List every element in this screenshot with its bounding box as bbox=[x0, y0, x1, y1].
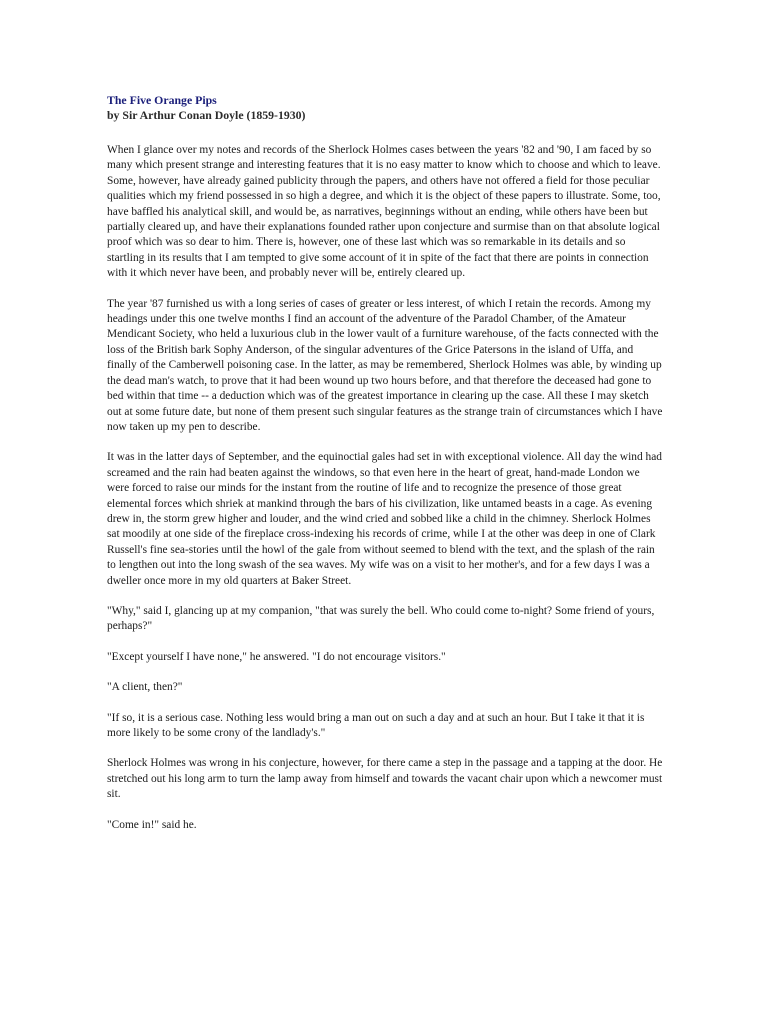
paragraph-4: "Why," said I, glancing up at my companion, "that was surely the bell. Who could come to-night? Some friend of yours, perhaps?" bbox=[107, 604, 655, 633]
paragraph-2: The year '87 furnished us with a long series of cases of greater or less interest, of which I retain the records. Among my headings under this one twelve months I find an account of the adventure of the Paradol Chamber, of the Amateur Mendicant Society, who held a luxurious club in the lower vault of a furniture warehouse, of the facts connected with the loss of the British bark Sophy Anderson, of the singular adventures of the Grice Patersons in the island of Uffa, and finally of the Camberwell poisoning case. In the latter, as may be remembered, Sherlock Holmes was able, by winding up the dead man's watch, to prove that it had been wound up two hours before, and that therefore the deceased had gone to bed within that time -- a deduction which was of the greatest importance in clearing up the case. All these I may sketch out at some future date, but none of them present such singular features as the strange train of circumstances which I have now taken up my pen to describe. bbox=[107, 297, 663, 433]
paragraph-8: Sherlock Holmes was wrong in his conjecture, however, for there came a step in the passage and a tapping at the door. He stretched out his long arm to turn the lamp away from himself and towards the vacant chair upon which a newcomer must sit. bbox=[107, 757, 663, 801]
document-title: The Five Orange Pips bbox=[107, 93, 217, 107]
paragraph-7: "If so, it is a serious case. Nothing less would bring a man out on such a day and at such an hour. But I take it that it is more likely to be some crony of the landlady's." bbox=[107, 711, 645, 739]
document-byline: by Sir Arthur Conan Doyle (1859-1930) bbox=[107, 108, 306, 122]
paragraph-3: It was in the latter days of September, and the equinoctial gales had set in with exceptional violence. All day the wind had screamed and the rain had beaten against the windows, so that even here in the heart of great, hand-made London we were forced to raise our minds for the instant from the routine of life and to recognize the presence of those great elemental forces which shriek at mankind through the bars of his civilization, like untamed beasts in a cage. As evening drew in, the storm grew higher and louder, and the wind cried and sobbed like a child in the chimney. Sherlock Holmes sat moodily at one side of the fireplace cross-indexing his records of crime, while I at the other was deep in one of Clark Russell's fine sea-stories until the howl of the gale from without seemed to blend with the text, and the splash of the rain to lengthen out into the long swash of the sea waves. My wife was on a visit to her mother's, and for a few days I was a dweller once more in my old quarters at Baker Street. bbox=[107, 451, 662, 587]
document-page bbox=[107, 93, 663, 848]
paragraph-9: "Come in!" said he. bbox=[107, 818, 197, 831]
paragraph-5: "Except yourself I have none," he answered. "I do not encourage visitors." bbox=[107, 650, 446, 663]
paragraph-1: When I glance over my notes and records of the Sherlock Holmes cases between the years '82 and '90, I am faced by so many which present strange and interesting features that it is no easy matter to know which to choose and which to leave. Some, however, have already gained publicity through the papers, and others have not offered a field for those peculiar qualities which my friend possessed in so high a degree, and which it is the object of these papers to illustrate. Some, too, have baffled his analytical skill, and would be, as narratives, beginnings without an ending, while others have been but partially cleared up, and have their explanations founded rather upon conjecture and surmise than on that absolute logical proof which was so dear to him. There is, however, one of these last which was so remarkable in its details and so startling in its results that I am tempted to give some account of it in spite of the fact that there are points in connection with it which never have been, and probably never will be, entirely cleared up. bbox=[107, 144, 661, 280]
paragraph-6: "A client, then?" bbox=[107, 681, 183, 694]
